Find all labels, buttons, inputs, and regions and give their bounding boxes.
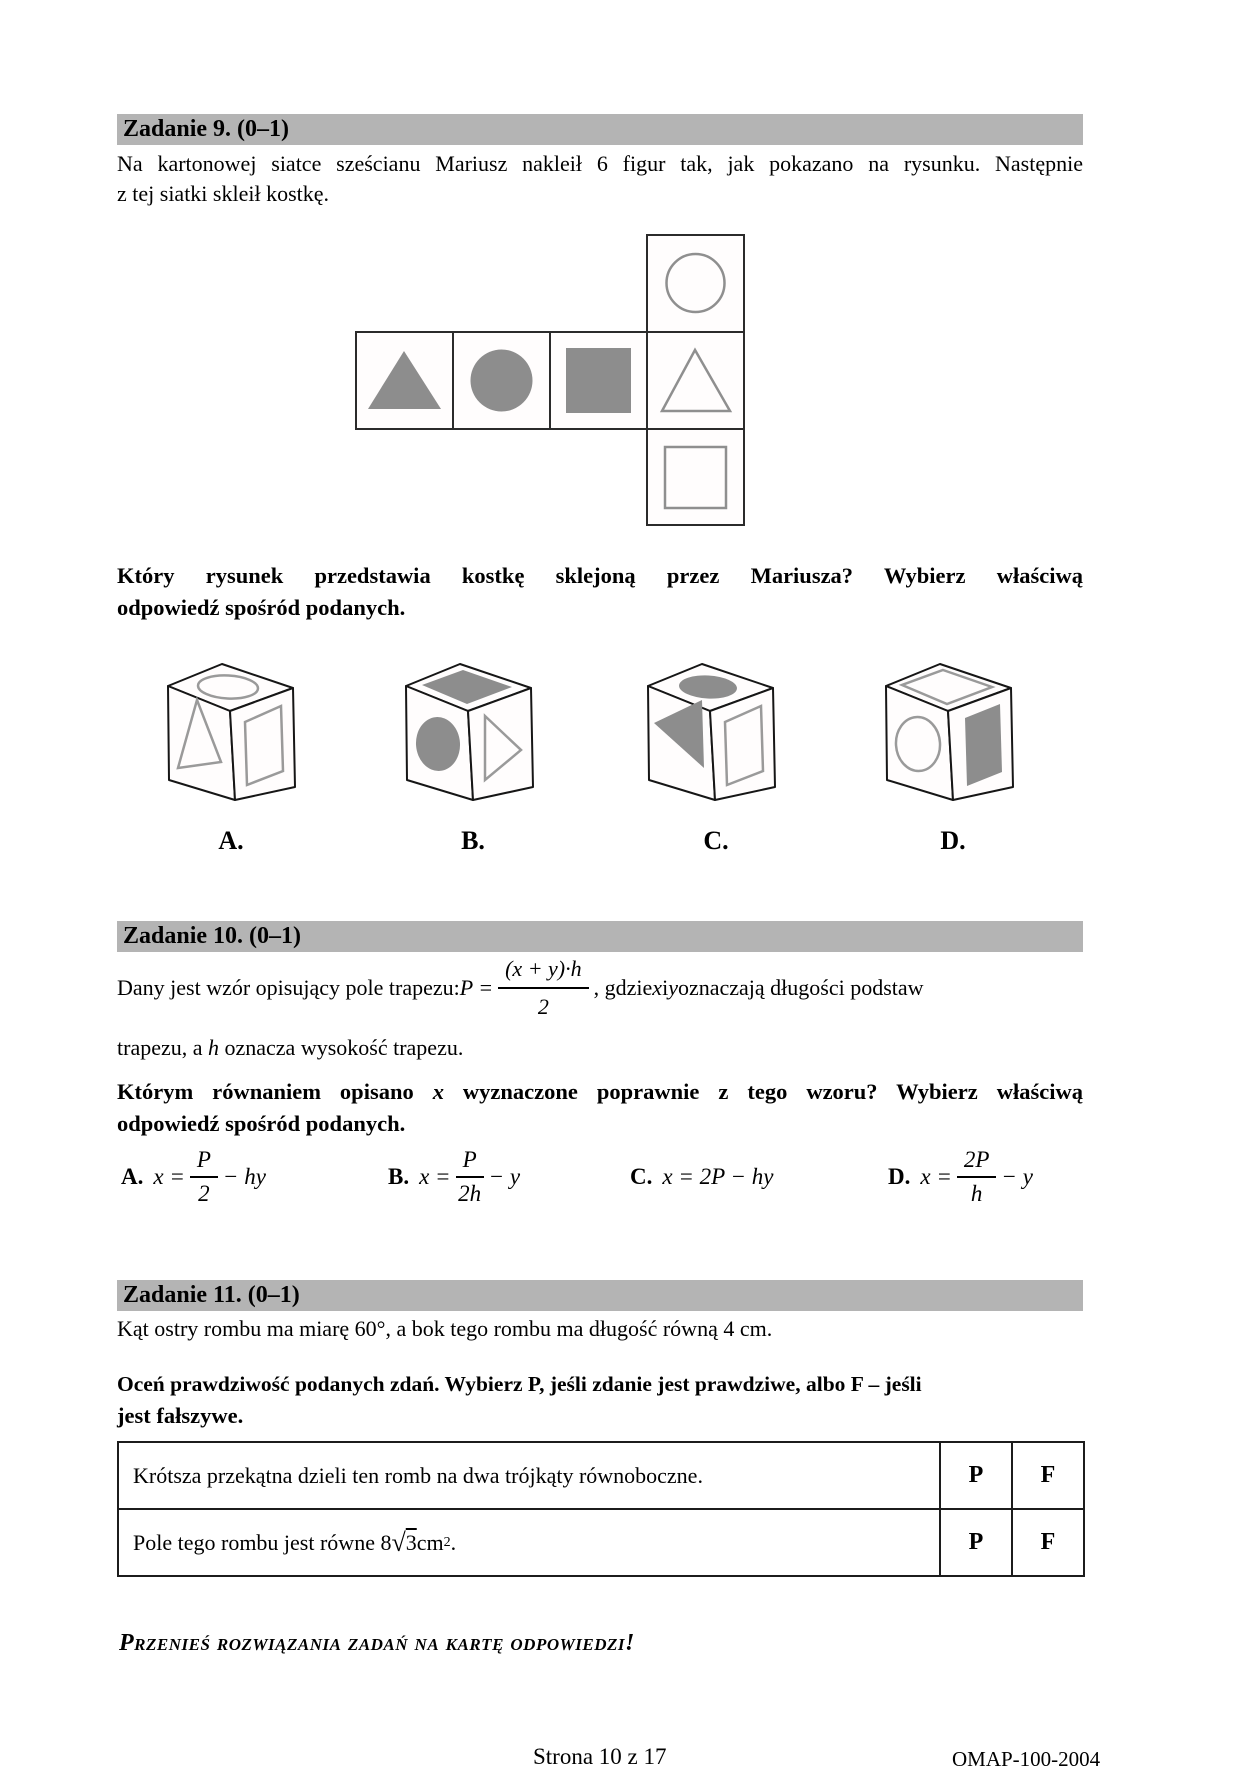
task9-intro-line1: Na kartonowej siatce sześcianu Mariusz nakleił 6 figur tak, jak pokazano na rysunku. Następnie [117, 151, 1083, 176]
task10-intro-tail: oznaczają długości podstaw [677, 975, 924, 1000]
task11-question-line1: Oceń prawdziwość podanych zdań. Wybierz P, jeśli zdanie jest prawdziwe, albo F – jeśli [117, 1372, 922, 1396]
task11-intro: Kąt ostry rombu ma miarę 60°, a bok tego rombu ma długość równą 4 cm. [117, 1316, 773, 1341]
row1-p-cell[interactable]: P [939, 1443, 1011, 1508]
row2-unit-sup: 2 [443, 1534, 451, 1550]
option-b-den: 2h [458, 1181, 482, 1206]
option-d-num: 2P [957, 1147, 997, 1178]
row2-unit: cm [416, 1529, 444, 1555]
task10-q-post: wyznaczone poprawnie z tego wzoru? Wybierz właściwą [443, 1079, 1083, 1104]
task10-line2-a: trapezu, a [117, 1035, 208, 1060]
option-c-label: C. [630, 1164, 653, 1189]
option-b-lhs: x = [419, 1164, 451, 1189]
row1-f-cell[interactable]: F [1011, 1443, 1083, 1508]
sqrt-value: 3 [405, 1529, 417, 1555]
exam-code: OMAP-100-2004 [952, 1747, 1101, 1771]
row2-statement-pre: Pole tego rombu jest równe 8 [133, 1529, 392, 1555]
formula-lhs: P = [459, 975, 494, 1000]
option-b-tail: − y [488, 1164, 521, 1189]
fraction-numerator: (x + y)·h [498, 954, 589, 989]
answer-cube-c [647, 663, 777, 803]
row2-statement [119, 1510, 939, 1575]
table-row-2 [119, 1508, 1083, 1575]
cube-d-square-filled [965, 704, 1002, 786]
option-b-label: B. [388, 1164, 410, 1189]
task10-question [117, 1076, 1083, 1140]
answer-cube-d [885, 663, 1015, 803]
task9-question-line1: Który rysunek przedstawia kostkę sklejoną przez Mariusza? Wybierz właściwą [117, 563, 1083, 588]
answer-cube-a [167, 663, 297, 803]
option-b-num: P [456, 1147, 484, 1178]
option-c-expr: x = 2P − hy [662, 1164, 774, 1189]
task10-intro-line1 [117, 953, 1083, 1023]
row2-p-cell[interactable]: P [939, 1510, 1011, 1575]
task9-header [117, 114, 1083, 145]
answer-label-d: D. [940, 826, 966, 855]
task10-header-label: Zadanie 10. (0–1) [123, 923, 302, 949]
net-cell-top [647, 235, 744, 332]
row2-f-cell[interactable]: F [1011, 1510, 1083, 1575]
task10-header [117, 921, 1083, 952]
option-a-fraction [190, 1147, 218, 1207]
answer-label-b: B. [461, 826, 485, 855]
task11-question [117, 1368, 1083, 1432]
task10-intro-pre: Dany jest wzór opisujący pole trapezu: [117, 975, 460, 1000]
option-b [388, 1140, 520, 1214]
option-c [630, 1140, 773, 1214]
task11-question-line2: jest fałszywe. [117, 1403, 244, 1428]
net-cell-bottom [647, 429, 744, 525]
option-d-den: h [970, 1181, 983, 1206]
task10-question-line2: odpowiedź spośród podanych. [117, 1111, 406, 1136]
option-a-tail: − hy [222, 1164, 266, 1189]
formula-fraction [498, 954, 589, 1022]
answer-label-c: C. [703, 826, 729, 855]
table-row-1 [119, 1443, 1083, 1508]
var-x: x [652, 975, 663, 1000]
answer-label-a: A. [218, 826, 244, 855]
option-d [888, 1140, 1033, 1214]
task9-question-line2: odpowiedź spośród podanych. [117, 595, 406, 620]
task9-intro [117, 149, 1083, 209]
cube-net-figure [355, 234, 745, 526]
sqrt-sign: √ [391, 1527, 406, 1557]
task11-header [117, 1280, 1083, 1311]
net-square-filled [566, 348, 631, 413]
fraction-denominator: 2 [537, 994, 549, 1019]
task10-intro-line2 [117, 1033, 1083, 1063]
option-d-tail: − y [1001, 1164, 1033, 1189]
task10-intro-and: i [662, 975, 669, 1000]
var-h: h [208, 1035, 219, 1060]
option-d-fraction [957, 1147, 997, 1207]
net-circle-filled [471, 350, 533, 412]
true-false-table [117, 1441, 1085, 1577]
option-b-fraction [456, 1147, 484, 1207]
task9-question [117, 560, 1083, 624]
page-number: Strona 10 z 17 [533, 1744, 667, 1769]
task9-intro-line2: z tej siatki skleił kostkę. [117, 181, 330, 206]
net-cell-row4 [647, 332, 744, 429]
task11-header-label: Zadanie 11. (0–1) [123, 1282, 300, 1308]
task10-q-x: x [432, 1079, 444, 1104]
row1-statement: Krótsza przekątna dzieli ten romb na dwa trójkąty równoboczne. [133, 1462, 703, 1488]
option-a-label: A. [121, 1164, 144, 1189]
option-d-lhs: x = [920, 1164, 952, 1189]
answer-cube-b [405, 663, 535, 803]
option-a-num: P [190, 1147, 218, 1178]
task10-q-pre: Którym równaniem opisano [117, 1079, 433, 1104]
task10-line2-b: oznacza wysokość trapezu. [219, 1035, 464, 1060]
option-d-label: D. [888, 1164, 911, 1189]
option-a-den: 2 [198, 1181, 210, 1206]
transfer-notice: Przenieś rozwiązania zadań na kartę odpowiedzi! [119, 1630, 635, 1656]
row2-statement-end: . [450, 1529, 457, 1555]
var-y: y [668, 975, 678, 1000]
option-a-lhs: x = [153, 1164, 185, 1189]
option-a [121, 1140, 266, 1214]
task10-question-line1 [117, 1076, 1083, 1108]
task10-options-row [0, 1140, 1260, 1214]
task10-intro-mid: , gdzie [593, 975, 653, 1000]
task9-header-label: Zadanie 9. (0–1) [123, 116, 290, 142]
